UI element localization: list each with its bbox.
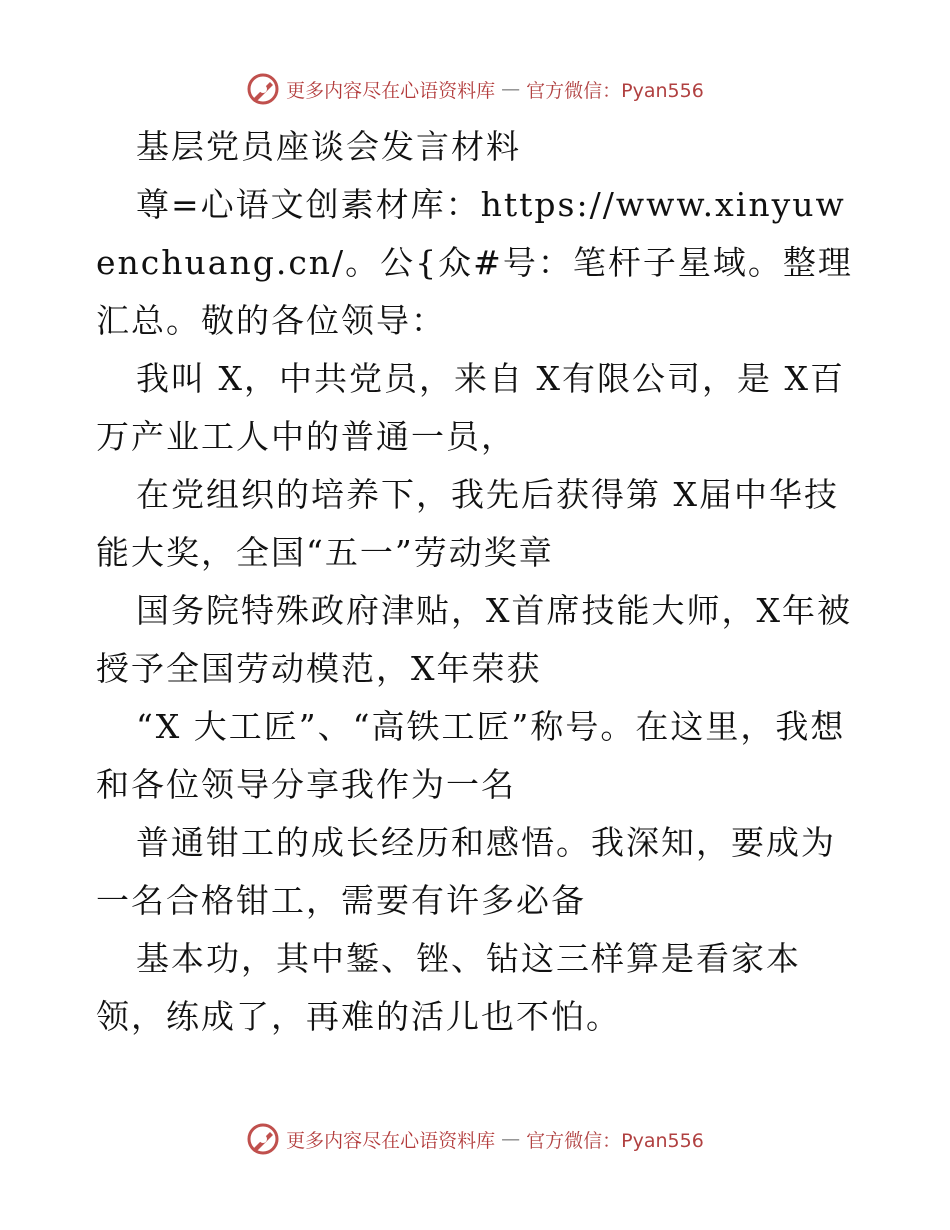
banner-separator: — <box>501 78 521 100</box>
banner-text: 更多内容尽在心语资料库 <box>286 79 496 102</box>
pen-logo-icon <box>246 1122 280 1156</box>
footer-banner <box>0 1122 950 1156</box>
banner-wechat: 官方微信：Pyan556 <box>526 79 704 102</box>
paragraph: 在党组织的培养下，我先后获得第 X届中华技能大奖，全国“五一”劳动奖章 <box>96 475 839 572</box>
banner-wechat: 官方微信：Pyan556 <box>526 1129 704 1152</box>
paragraph: 我叫 X，中共党员，来自 X有限公司，是 X百万产业工人中的普通一员， <box>96 359 845 456</box>
document-title: 基层党员座谈会发言材料 <box>136 127 521 166</box>
paragraph: 国务院特殊政府津贴，X首席技能大师，X年被授予全国劳动模范，X年荣获 <box>96 591 852 688</box>
pen-logo-icon <box>246 72 280 106</box>
banner-text: 更多内容尽在心语资料库 <box>286 1129 496 1152</box>
paragraph: 尊=心语文创素材库：https://www.xinyuwenchuang.cn/。公{众#号：笔杆子星域。整理汇总。敬的各位领导： <box>96 185 853 340</box>
paragraph: “X 大工匠”、“高铁工匠”称号。在这里，我想和各位领导分享我作为一名 <box>96 707 846 804</box>
document-body <box>96 118 856 1046</box>
paragraph: 普通钳工的成长经历和感悟。我深知，要成为一名合格钳工，需要有许多必备 <box>96 823 836 920</box>
header-banner <box>0 72 950 106</box>
banner-separator: — <box>501 1128 521 1150</box>
paragraph: 基本功，其中錾、锉、钻这三样算是看家本领，练成了，再难的活儿也不怕。 <box>96 939 801 1036</box>
